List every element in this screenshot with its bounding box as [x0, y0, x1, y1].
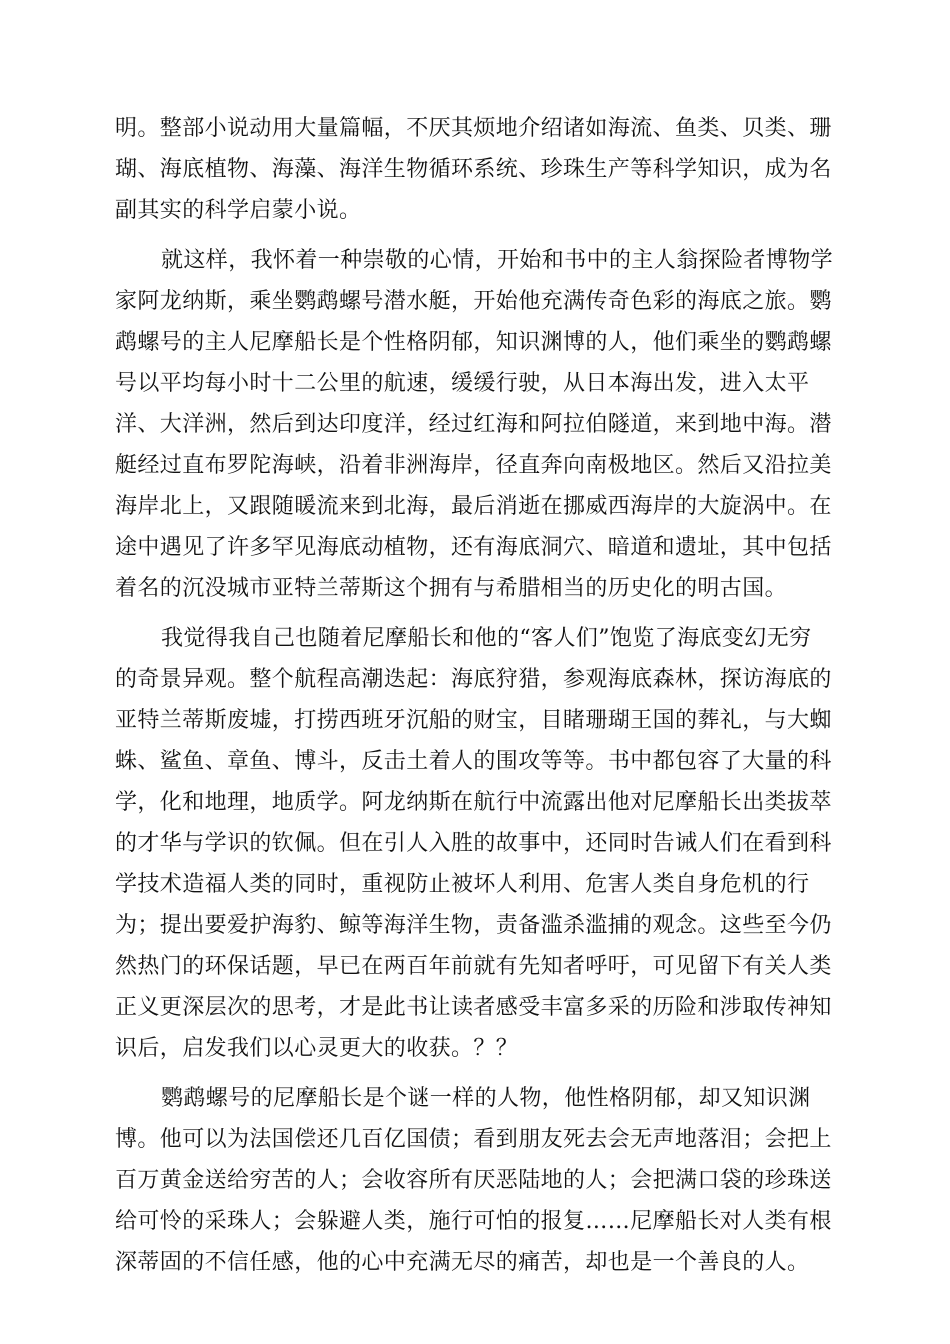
paragraph-3-line-6: 的才华与学识的钦佩。但在引人入胜的故事中，还同时告诫人们在看到科	[115, 831, 832, 856]
paragraph-3-line-7: 学技术造福人类的同时，重视防止被坏人利用、危害人类自身危机的行	[115, 872, 810, 897]
paragraph-3-line-5: 学，化和地理，地质学。阿龙纳斯在航行中流露出他对尼摩船长出类拔萃	[115, 790, 832, 815]
paragraph-4-line-3: 百万黄金送给穷苦的人；会收容所有厌恶陆地的人；会把满口袋的珍珠送	[115, 1168, 832, 1193]
paragraph-4-line-4: 给可怜的采珠人；会躲避人类，施行可怕的报复……尼摩船长对人类有根	[115, 1209, 832, 1234]
paragraph-2-line-3: 鹉螺号的主人尼摩船长是个性格阴郁，知识渊博的人，他们乘坐的鹦鹉螺	[115, 330, 832, 355]
paragraph-1-line-1: 明。整部小说动用大量篇幅，不厌其烦地介绍诸如海流、鱼类、贝类、珊	[115, 116, 832, 141]
paragraph-3-line-9: 然热门的环保话题，早已在两百年前就有先知者呼吁，可见留下有关人类	[115, 954, 832, 979]
paragraph-2-line-4: 号以平均每小时十二公里的航速，缓缓行驶，从日本海出发，进入太平	[115, 371, 810, 396]
paragraph-3-line-2: 的奇景异观。整个航程高潮迭起：海底狩猎，参观海底森林，探访海底的	[115, 667, 832, 692]
paragraph-3-line-10: 正义更深层次的思考，才是此书让读者感受丰富多采的历险和涉取传神知	[115, 995, 832, 1020]
paragraph-2-line-6: 艇经过直布罗陀海峡，沿着非洲海岸，径直奔向南极地区。然后又沿拉美	[115, 453, 832, 478]
paragraph-3-line-3: 亚特兰蒂斯废墟，打捞西班牙沉船的财宝，目睹珊瑚王国的葬礼，与大蜘	[115, 708, 832, 733]
paragraph-3-line-4: 蛛、鲨鱼、章鱼、博斗，反击土着人的围攻等等。书中都包容了大量的科	[115, 749, 832, 774]
paragraph-2-line-8: 途中遇见了许多罕见海底动植物，还有海底洞穴、暗道和遗址，其中包括	[115, 535, 832, 560]
paragraph-4-line-2: 博。他可以为法国偿还几百亿国债；看到朋友死去会无声地落泪；会把上	[115, 1127, 832, 1152]
paragraph-3-line-8: 为；提出要爱护海豹、鲸等海洋生物，责备滥杀滥捕的观念。这些至今仍	[115, 913, 832, 938]
paragraph-4-line-5: 深蒂固的不信任感，他的心中充满无尽的痛苦，却也是一个善良的人。	[115, 1250, 810, 1275]
paragraph-2-line-7: 海岸北上，又跟随暖流来到北海，最后消逝在挪威西海岸的大旋涡中。在	[115, 494, 832, 519]
paragraph-1-line-3: 副其实的科学启蒙小说。	[115, 198, 362, 223]
paragraph-1-line-2: 瑚、海底植物、海藻、海洋生物循环系统、珍珠生产等科学知识，成为名	[115, 157, 832, 182]
paragraph-4-line-1: 鹦鹉螺号的尼摩船长是个谜一样的人物，他性格阴郁，却又知识渊	[161, 1086, 811, 1111]
paragraph-2-line-1: 就这样，我怀着一种崇敬的心情，开始和书中的主人翁探险者博物学	[161, 248, 834, 273]
paragraph-3-line-11: 识后，启发我们以心灵更大的收获。？？	[115, 1036, 519, 1061]
paragraph-2-line-2: 家阿龙纳斯，乘坐鹦鹉螺号潜水艇，开始他充满传奇色彩的海底之旅。鹦	[115, 289, 832, 314]
paragraph-2-line-9: 着名的沉没城市亚特兰蒂斯这个拥有与希腊相当的历史化的明古国。	[115, 576, 788, 601]
paragraph-3-line-1: 我觉得我自己也随着尼摩船长和他的“客人们”饱览了海底变幻无穷	[161, 626, 812, 651]
paragraph-2-line-5: 洋、大洋洲，然后到达印度洋，经过红海和阿拉伯隧道，来到地中海。潜	[115, 412, 832, 437]
